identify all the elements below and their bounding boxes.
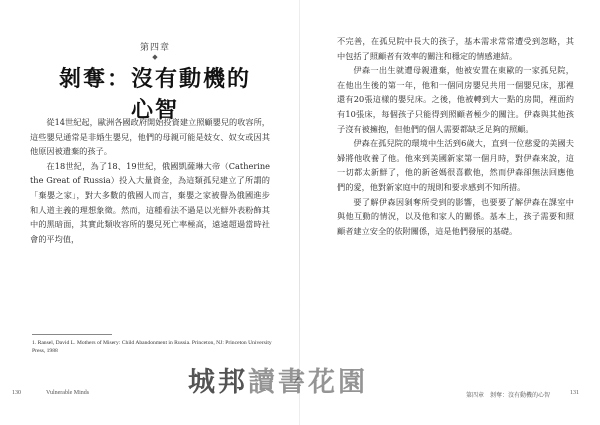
paragraph: 從14世紀起，歐洲各國政府開始投資建立照顧嬰兒的收容所，這些嬰兒通常是非婚生嬰兒，他們的母親可能是妓女、奴女或因其他原因被遺棄的孩子。	[30, 117, 270, 157]
paragraph: 伊森在孤兒院的環境中生活到6歲大，直到一位慈愛的美國夫婦將他收養了他。他來到美國新家第一個月時，對伊森來說，這一切都太新鮮了，他的新爸媽很喜歡他，然而伊森卻無法回應他們的愛，他對新家庭中的規則和要求感到不知所措。	[337, 138, 574, 192]
left-body-text	[30, 115, 270, 320]
paragraph: 伊森一出生就遭母親遺棄，他被安置在東歐的一家孤兒院，在他出生後的第一年，他和一個同房嬰兒共用一個嬰兒床，那裡還有20張這樣的嬰兒床。之後，他被轉到大一點的房間，裡面約有10張床，每個孩子只能得到照顧者極少的關注。伊森與其他孩子沒有被擁抱，但他們的個人需要都缺乏足夠的照顧。	[337, 65, 574, 134]
watermark-brand: 城邦	[188, 367, 248, 398]
watermark-logo-text	[188, 360, 368, 399]
paragraph: 在18世紀，為了18、19世紀，俄國凱薩琳大帝（Catherine the Great of Russia）投入大量資金，為這類孤兒建立了所謂的「棄嬰之家」，對大多數的俄國人而言，棄嬰之家被譽為俄國進步和人道主義的理想象徵。然而，這種看法不過是以光鮮外表粉飾其中的黑暗面，其實此類收容所的嬰兒死亡率極高，遠遠超過當時社會的平均值，	[30, 160, 270, 244]
chapter-title: 剝奪：沒有動機的心智	[58, 66, 251, 123]
right-body-text	[337, 34, 574, 359]
running-header-chapter: 第四章 剝奪：沒有動機的心智	[466, 393, 551, 399]
paragraph: 不完善，在孤兒院中長大的孩子，基本需求常常遭受到忽略，其中包括了照顧者有效率的關注和穩定的情感連結。	[337, 36, 574, 61]
watermark-subtitle: 讀書花園	[248, 367, 368, 398]
chapter-label: 第四章	[139, 43, 170, 53]
running-header-book-title: Vulnerable Minds	[46, 390, 90, 396]
footnote: 1. Ransel, David L. Mothers of Misery: Child Abandonment in Russia. Princeton, NJ: Princeton University Press, 1988	[32, 340, 272, 354]
page-number-left: 130	[12, 390, 21, 396]
diamond-ornament-icon: ◆	[152, 53, 158, 61]
page-number-right: 131	[570, 390, 579, 396]
footnote-divider	[32, 334, 112, 335]
paragraph: 要了解伊森因剝奪所受到的影響，也要要了解伊森在課室中與他互動的情況，以及他和家人的關係。基本上，孩子需要和照顧者建立安全的依附關係，這是他們發展的基礎。	[337, 196, 574, 236]
